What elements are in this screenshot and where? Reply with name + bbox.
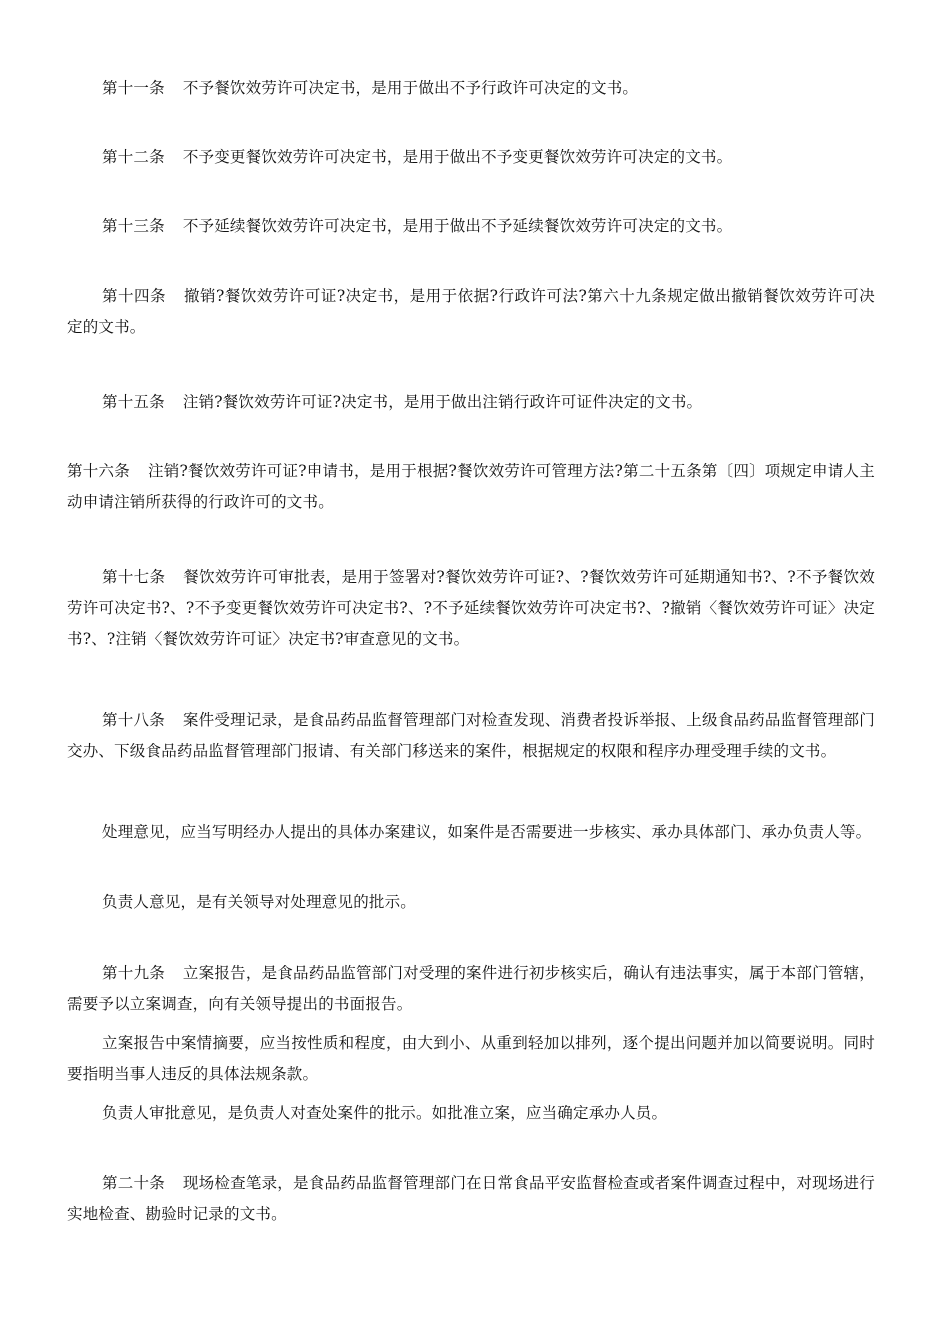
article-number: 第十九条 (102, 964, 165, 982)
article-number: 第十五条 (102, 393, 165, 411)
article-15 (67, 387, 875, 418)
article-19-para-2: 立案报告中案情摘要，应当按性质和程度，由大到小、从重到轻加以排列，逐个提出问题并加以简要说明。同时要指明当事人违反的具体法规条款。 (67, 1034, 875, 1083)
article-16 (67, 456, 875, 518)
article-18-para-2: 处理意见，应当写明经办人提出的具体办案建议，如案件是否需要进一步核实、承办具体部门、承办负责人等。 (102, 823, 872, 841)
article-text: 注销?餐饮效劳许可证?决定书，是用于做出注销行政许可证件决定的文书。 (182, 393, 703, 411)
article-text: 餐饮效劳许可审批表，是用于签署对?餐饮效劳许可证?、?餐饮效劳许可延期通知书?、?不予餐饮效劳许可决定书?、?不予变更餐饮效劳许可决定书?、?不予延续餐饮效劳许可决定书?、?撤销〈餐饮效劳许可证〉决定书?、?注销〈餐饮效劳许可证〉决定书?审查意见的文书。 (67, 568, 875, 648)
article-18-para-3: 负责人意见，是有关领导对处理意见的批示。 (102, 893, 417, 911)
article-text: 案件受理记录，是食品药品监督管理部门对检查发现、消费者投诉举报、上级食品药品监督管理部门交办、下级食品药品监督管理部门报请、有关部门移送来的案件，根据规定的权限和程序办理受理手续的文书。 (67, 711, 875, 760)
article-17 (67, 562, 875, 655)
article-12 (67, 142, 875, 173)
article-20 (67, 1168, 875, 1230)
article-14 (67, 281, 875, 343)
article-number: 第十七条 (102, 568, 166, 586)
article-13 (67, 211, 875, 242)
article-number: 第十八条 (102, 711, 165, 729)
article-19-para-3: 负责人审批意见，是负责人对查处案件的批示。如批准立案，应当确定承办人员。 (102, 1104, 668, 1122)
article-19 (67, 958, 875, 1020)
article-number: 第十二条 (102, 148, 165, 166)
article-text: 不予变更餐饮效劳许可决定书，是用于做出不予变更餐饮效劳许可决定的文书。 (182, 148, 733, 166)
article-number: 第十四条 (102, 287, 167, 305)
article-text: 不予延续餐饮效劳许可决定书，是用于做出不予延续餐饮效劳许可决定的文书。 (182, 217, 733, 235)
article-number: 第十六条 (67, 462, 130, 480)
article-text: 现场检查笔录，是食品药品监督管理部门在日常食品平安监督检查或者案件调查过程中，对现场进行实地检查、勘验时记录的文书。 (67, 1174, 875, 1223)
article-number: 第十一条 (102, 79, 165, 97)
article-18 (67, 705, 875, 767)
article-number: 第二十条 (102, 1174, 165, 1192)
article-text: 撤销?餐饮效劳许可证?决定书，是用于依据?行政许可法?第六十九条规定做出撤销餐饮效劳许可决定的文书。 (67, 287, 875, 336)
article-11 (67, 73, 875, 104)
article-number: 第十三条 (102, 217, 165, 235)
article-text: 不予餐饮效劳许可决定书，是用于做出不予行政许可决定的文书。 (182, 79, 639, 97)
article-text: 立案报告，是食品药品监管部门对受理的案件进行初步核实后，确认有违法事实，属于本部门管辖，需要予以立案调查，向有关领导提出的书面报告。 (67, 964, 875, 1013)
article-text: 注销?餐饮效劳许可证?申请书，是用于根据?餐饮效劳许可管理方法?第二十五条第〔四〕项规定申请人主动申请注销所获得的行政许可的文书。 (67, 462, 875, 511)
